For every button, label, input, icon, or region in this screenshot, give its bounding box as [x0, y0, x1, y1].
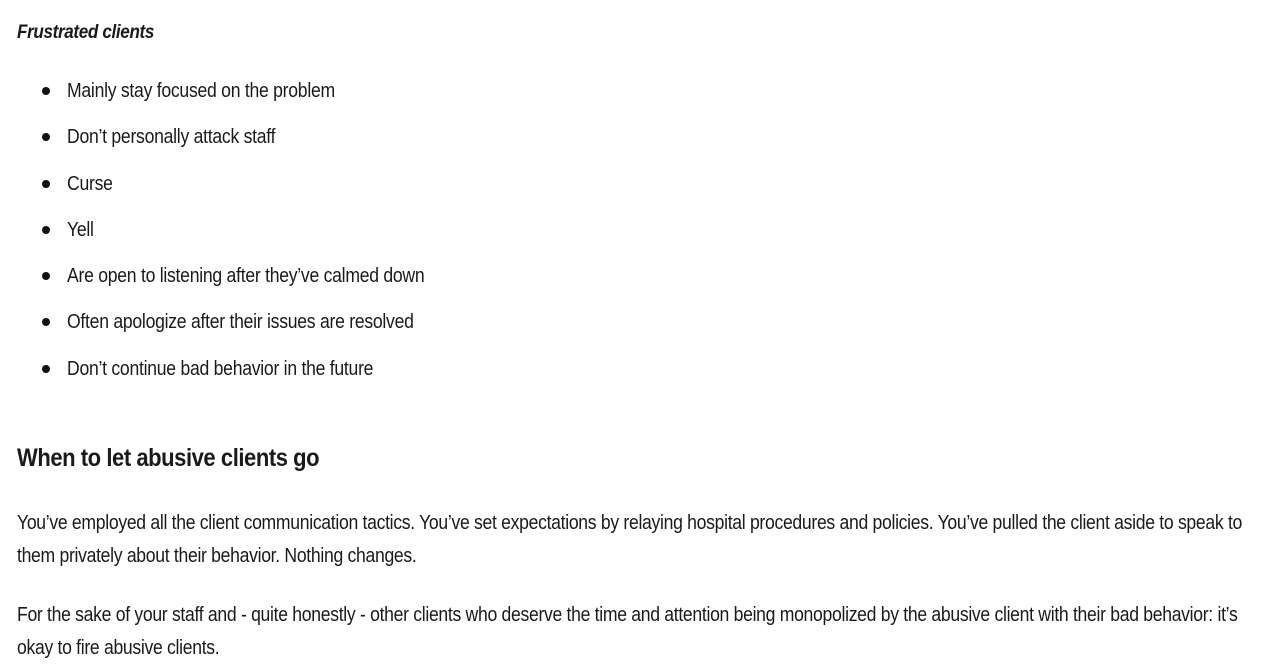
- list-item: [17, 215, 473, 261]
- list-item: [17, 122, 473, 168]
- paragraph-tactics: You’ve employed all the client communication tactics. You’ve set expectations by relaying hospital procedures and policies. You’ve pulled the client aside to speak to them privately about their behavior. Nothing changes.: [17, 512, 1243, 567]
- list-item-text: Yell: [67, 218, 94, 241]
- list-item-text: Curse: [67, 172, 113, 195]
- list-item: [17, 76, 473, 122]
- frustrated-clients-list: [17, 76, 473, 400]
- list-item-text: Mainly stay focused on the problem: [67, 80, 335, 102]
- bullet-icon: [42, 87, 50, 95]
- list-item: [17, 307, 473, 353]
- subheading-frustrated-clients: Frustrated clients: [17, 22, 155, 43]
- list-item: [17, 354, 473, 400]
- bullet-icon: [42, 180, 50, 188]
- list-item-text: Don’t personally attack staff: [67, 126, 276, 149]
- bullet-icon: [42, 318, 50, 326]
- list-item: [17, 169, 473, 215]
- list-item-text: Often apologize after their issues are resolved: [67, 311, 414, 334]
- list-item-text: Are open to listening after they’ve calmed down: [67, 265, 425, 288]
- section-heading: When to let abusive clients go: [17, 444, 320, 472]
- list-item-text: Don’t continue bad behavior in the future: [67, 357, 374, 380]
- bullet-icon: [42, 133, 50, 141]
- list-item: [17, 261, 473, 307]
- bullet-icon: [42, 365, 50, 373]
- bullet-icon: [42, 226, 50, 234]
- bullet-icon: [42, 272, 50, 280]
- paragraph-fire-clients: For the sake of your staff and - quite honestly - other clients who deserve the time and attention being monopolized by the abusive client with their bad behavior: it’s okay to fire abusive clients.: [17, 604, 1238, 659]
